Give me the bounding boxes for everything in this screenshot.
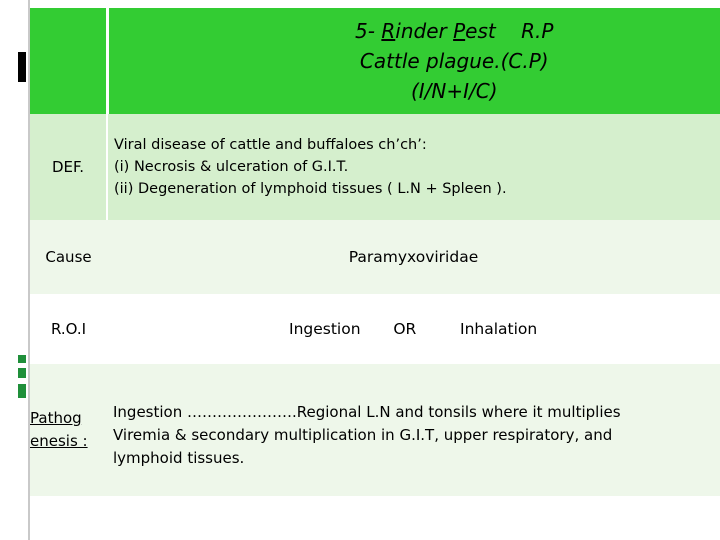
definition-row — [30, 114, 720, 220]
cause-label: Cause — [30, 220, 107, 294]
roi-value: Ingestion OR Inhalation — [289, 320, 538, 338]
slide-accent-block — [18, 52, 26, 82]
title-row — [30, 8, 720, 114]
title-cell — [107, 8, 720, 114]
cause-value: Paramyxoviridae — [107, 220, 720, 294]
slide-title — [109, 16, 720, 106]
def-line: (i) Necrosis & ulceration of G.I.T. — [114, 159, 349, 175]
pathogenesis-label-line: enesis : — [30, 432, 88, 450]
slide-accent-mark — [18, 355, 26, 363]
title-line-1: 5- Rinder Pest R.P — [355, 19, 554, 43]
title-line-3: (I/N+I/C) — [410, 79, 498, 103]
def-label: DEF. — [30, 114, 107, 220]
def-line: Viral disease of cattle and buffaloes ch’ch’: — [114, 137, 427, 153]
roi-cell — [107, 294, 720, 364]
pathogenesis-line: Ingestion ………………….Regional L.N and tonsils where it multiplies — [113, 402, 621, 421]
pathogenesis-cell — [107, 364, 720, 496]
pathogenesis-line: lymphoid tissues. — [113, 448, 245, 467]
cause-row — [30, 220, 720, 294]
pathogenesis-label-line: Pathog — [30, 409, 82, 427]
pathogenesis-line: Viremia & secondary multiplication in G.I.T, upper respiratory, and — [113, 425, 613, 444]
slide-accent-mark — [18, 384, 26, 398]
def-text — [108, 134, 720, 200]
pathogenesis-label — [30, 364, 107, 496]
title-line-2: Cattle plague.(C.P) — [359, 49, 549, 73]
roi-row — [30, 294, 720, 364]
pathogenesis-text — [107, 391, 720, 470]
roi-label: R.O.I — [30, 294, 107, 364]
rinderpest-table — [30, 8, 720, 496]
title-left-cell — [30, 8, 107, 114]
pathogenesis-row — [30, 364, 720, 496]
def-cell — [107, 114, 720, 220]
def-line: (ii) Degeneration of lymphoid tissues ( L.N + Spleen ). — [114, 181, 507, 197]
slide-accent-mark — [18, 368, 26, 378]
